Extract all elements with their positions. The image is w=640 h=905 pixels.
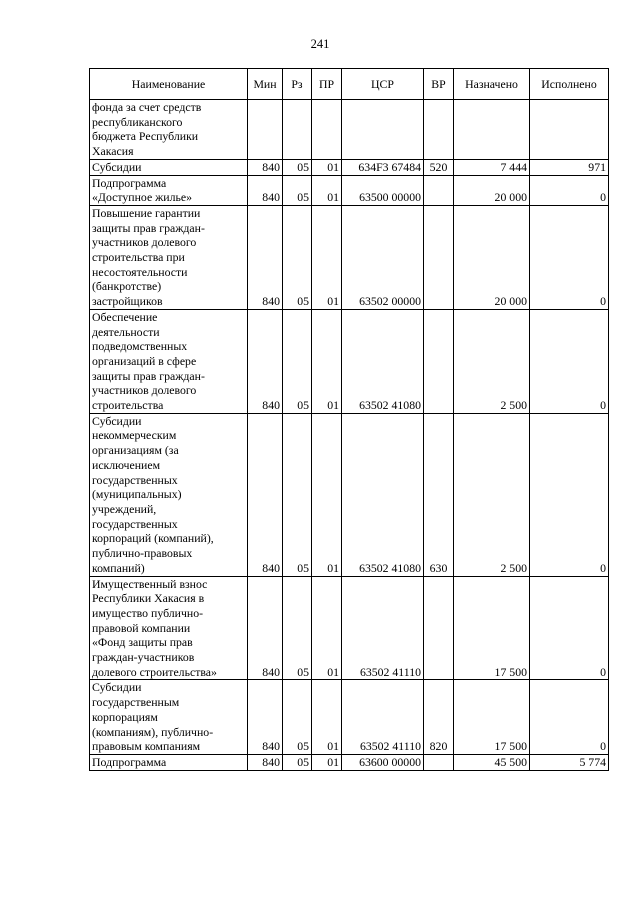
row-executed: 5 774 bbox=[530, 754, 609, 770]
table-row bbox=[90, 205, 609, 309]
row-csr: 63502 41110 bbox=[342, 576, 424, 680]
row-assigned: 20 000 bbox=[454, 205, 530, 309]
row-min: 840 bbox=[248, 680, 283, 755]
table-row bbox=[90, 680, 609, 755]
row-assigned: 2 500 bbox=[454, 309, 530, 413]
table-row bbox=[90, 175, 609, 205]
row-pr: 01 bbox=[312, 754, 342, 770]
row-pr: 01 bbox=[312, 680, 342, 755]
row-pr bbox=[312, 100, 342, 160]
row-csr: 63502 41110 bbox=[342, 680, 424, 755]
row-rz: 05 bbox=[283, 413, 312, 576]
row-vr: 520 bbox=[424, 159, 454, 175]
row-executed: 0 bbox=[530, 175, 609, 205]
row-assigned bbox=[454, 100, 530, 160]
row-csr: 63502 41080 bbox=[342, 309, 424, 413]
row-vr bbox=[424, 205, 454, 309]
row-csr: 63502 41080 bbox=[342, 413, 424, 576]
header-name: Наименование bbox=[90, 69, 248, 100]
row-vr bbox=[424, 754, 454, 770]
row-rz: 05 bbox=[283, 576, 312, 680]
row-rz: 05 bbox=[283, 680, 312, 755]
row-name: фонда за счет средств республиканского бюджета Республики Хакасия bbox=[90, 100, 248, 160]
row-name: Подпрограмма «Доступное жилье» bbox=[90, 175, 248, 205]
row-min: 840 bbox=[248, 576, 283, 680]
row-executed: 0 bbox=[530, 205, 609, 309]
row-name: Субсидии государственным корпорациям (компаниям), публично- правовым компаниям bbox=[90, 680, 248, 755]
row-pr: 01 bbox=[312, 205, 342, 309]
row-rz: 05 bbox=[283, 205, 312, 309]
row-pr: 01 bbox=[312, 413, 342, 576]
row-min: 840 bbox=[248, 205, 283, 309]
row-vr bbox=[424, 309, 454, 413]
row-vr bbox=[424, 175, 454, 205]
row-pr: 01 bbox=[312, 175, 342, 205]
row-csr: 63500 00000 bbox=[342, 175, 424, 205]
header-pr: ПР bbox=[312, 69, 342, 100]
row-rz: 05 bbox=[283, 175, 312, 205]
row-assigned: 17 500 bbox=[454, 576, 530, 680]
header-csr: ЦСР bbox=[342, 69, 424, 100]
header-assigned: Назначено bbox=[454, 69, 530, 100]
header-executed: Исполнено bbox=[530, 69, 609, 100]
row-min: 840 bbox=[248, 754, 283, 770]
table-row bbox=[90, 100, 609, 160]
row-name: Обеспечение деятельности подведомственных организаций в сфере защиты прав граждан- участников долевого строительства bbox=[90, 309, 248, 413]
row-csr: 634F3 67484 bbox=[342, 159, 424, 175]
row-executed: 0 bbox=[530, 680, 609, 755]
header-min: Мин bbox=[248, 69, 283, 100]
row-assigned: 2 500 bbox=[454, 413, 530, 576]
row-name: Субсидии bbox=[90, 159, 248, 175]
row-executed: 0 bbox=[530, 413, 609, 576]
table-row bbox=[90, 576, 609, 680]
row-assigned: 45 500 bbox=[454, 754, 530, 770]
row-vr: 630 bbox=[424, 413, 454, 576]
table-header-row bbox=[90, 69, 609, 100]
row-min: 840 bbox=[248, 309, 283, 413]
row-rz bbox=[283, 100, 312, 160]
row-executed bbox=[530, 100, 609, 160]
row-rz: 05 bbox=[283, 159, 312, 175]
row-name: Субсидии некоммерческим организациям (за исключением государственных (муниципальных) учреждений, государственных корпораций (компаний), публично-правовых компаний) bbox=[90, 413, 248, 576]
table-row bbox=[90, 159, 609, 175]
header-rz: Рз bbox=[283, 69, 312, 100]
row-min: 840 bbox=[248, 159, 283, 175]
row-assigned: 7 444 bbox=[454, 159, 530, 175]
row-name: Подпрограмма bbox=[90, 754, 248, 770]
header-vr: ВР bbox=[424, 69, 454, 100]
row-min: 840 bbox=[248, 413, 283, 576]
row-rz: 05 bbox=[283, 754, 312, 770]
row-executed: 0 bbox=[530, 576, 609, 680]
row-pr: 01 bbox=[312, 576, 342, 680]
row-executed: 0 bbox=[530, 309, 609, 413]
row-csr: 63502 00000 bbox=[342, 205, 424, 309]
row-pr: 01 bbox=[312, 309, 342, 413]
row-min: 840 bbox=[248, 175, 283, 205]
row-min bbox=[248, 100, 283, 160]
row-executed: 971 bbox=[530, 159, 609, 175]
row-vr bbox=[424, 100, 454, 160]
row-vr bbox=[424, 576, 454, 680]
table-row bbox=[90, 309, 609, 413]
table-row bbox=[90, 413, 609, 576]
row-vr: 820 bbox=[424, 680, 454, 755]
row-assigned: 20 000 bbox=[454, 175, 530, 205]
row-csr bbox=[342, 100, 424, 160]
row-assigned: 17 500 bbox=[454, 680, 530, 755]
budget-table bbox=[89, 68, 609, 771]
table-row bbox=[90, 754, 609, 770]
row-csr: 63600 00000 bbox=[342, 754, 424, 770]
page-number: 241 bbox=[310, 37, 330, 51]
row-pr: 01 bbox=[312, 159, 342, 175]
row-name: Повышение гарантии защиты прав граждан- участников долевого строительства при несостоятельности (банкротстве) застройщиков bbox=[90, 205, 248, 309]
row-name: Имущественный взнос Республики Хакасия в имущество публично- правовой компании «Фонд защиты прав граждан-участников долевого строительства» bbox=[90, 576, 248, 680]
row-rz: 05 bbox=[283, 309, 312, 413]
